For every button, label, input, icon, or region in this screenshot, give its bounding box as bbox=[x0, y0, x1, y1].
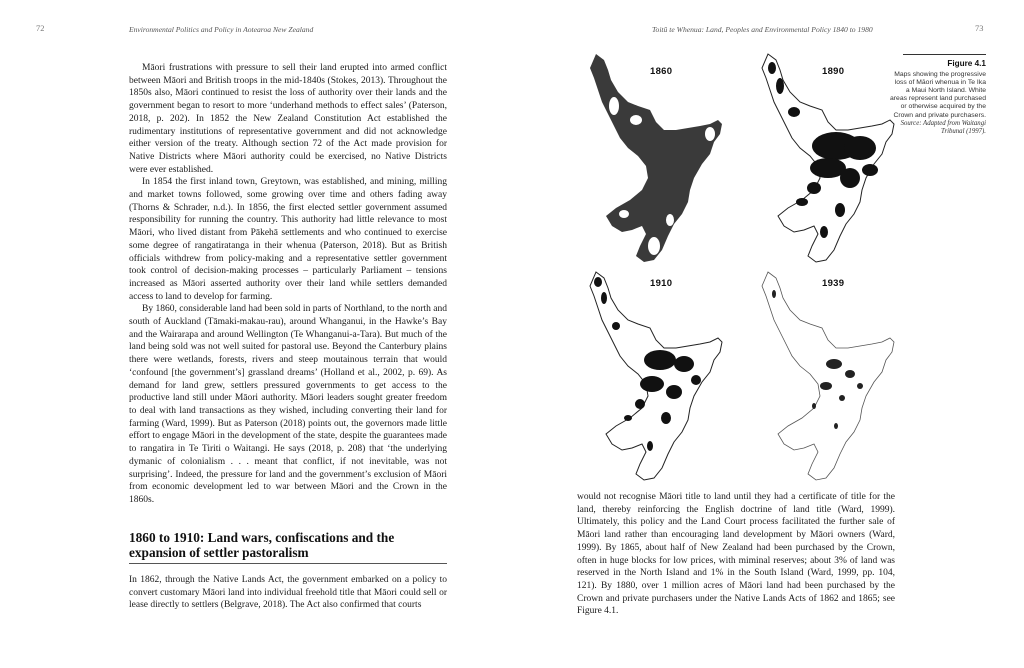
figure-caption-rule bbox=[903, 54, 986, 55]
paragraph: would not recognise Māori title to land until they had a certificate of title for the land, thereby reinforcing the English doctrine of land title (Ward, 1999). Ultimately, this policy and the Land Court process facilitated the further sale of Māori land rather than encouraging land development by Māori owners (Ward, 1999). By 1865, about half of New Zealand had been purchased by the Crown, often in huge blocks for low prices, with miminal reserves; about 3% of land was reserved in the North Island and 1% in the South Island (Ward, 1999, pp. 104, 121). By 1880, over 1 million acres of Māori land had been purchased by the Crown and private purchasers under the Native Lands Acts of 1862 and 1865; see Figure 4.1. bbox=[577, 492, 895, 617]
left-body-text bbox=[129, 62, 447, 507]
figure-caption bbox=[890, 60, 986, 136]
left-page-number: 72 bbox=[36, 24, 45, 33]
section-heading: 1860 to 1910: Land wars, confiscations and the expansion of settler pastoralism bbox=[129, 530, 395, 560]
map-year-label: 1910 bbox=[650, 278, 673, 289]
paragraph: In 1862, through the Native Lands Act, the government embarked on a policy to convert customary Māori land into individual freehold title that Māori could sell or lease directly to settlers (Belgrave, 2018). The Act also confirmed that courts bbox=[129, 575, 447, 611]
map-1890 bbox=[750, 50, 900, 266]
map-1860 bbox=[578, 50, 728, 266]
north-island-map-1890 bbox=[750, 50, 900, 266]
paragraph: Māori frustrations with pressure to sell their land erupted into armed conflict between Māori and British troops in the mid-1840s (Stokes, 2013). Throughout the 1850s also, Māori continued to resist the loss of authority over their lands and the government began to resort to more ‘underhand methods to effect sales’ (Paterson, 2018, p. 202). In 1852 the New Zealand Constitution Act established the rudimentary institutions of representative government and did not acknowledge either version of the treaty. Although section 72 of the Act made provision for Native Districts where Māori authority could be exercised, no Native Districts were ever established. bbox=[129, 63, 447, 175]
section-body-text bbox=[129, 574, 447, 612]
map-1939 bbox=[750, 268, 900, 484]
map-year-label: 1860 bbox=[650, 66, 673, 77]
right-page-number: 73 bbox=[975, 24, 984, 33]
north-island-map-1910 bbox=[578, 268, 728, 484]
paragraph: In 1854 the first inland town, Greytown, was established, and mining, milling and market towns followed, some growing over time and others fading away (Thorns & Schrader, n.d.). In 1856, the first elected settler government assumed responsibility for running the country. This authority had little relevance to most Māori, who lived distant from Pākehā settlements and who continued to exercise some degree of rangatiratanga in their whenua (Paterson, 2018). But as British officials withdrew from policy-making and a representative settler government took control of decision-making processes – particularly Parliament – tensions increased as Māori asserted authority over their land while settlers demanded access to land to develop for farming. bbox=[129, 177, 447, 302]
section-divider bbox=[129, 563, 447, 564]
map-year-label: 1890 bbox=[822, 66, 845, 77]
north-island-map-1939 bbox=[750, 268, 900, 484]
paragraph: By 1860, considerable land had been sold in parts of Northland, to the north and south of Auckland (Tāmaki-makau-rau), around Whanganui, in the Hawke’s Bay and the Wairarapa and around Wellington (Te Whanganui-a-Tara). But much of the land being sold was not well suited for pastoral use. Beyond the Canterbury plains there were wetlands, forests, rivers and steep moutainous terrain that would ‘confound [the government’s] grassland dreams’ (Holland et al., 2002, p. 69). As demand for land grew, settlers pressured governments to get access to the productive land still under Māori authority. Māori leaders sought greater freedom to deal with land transactions as they wished, including converting their land for farming (Ward, 1999). But as Paterson (2018) points out, the governors made little effort to engage Māori in the development of the state, despite the guarantees made to rangatira in Te Tiriti o Waitangi. He says (2018, p. 208) that ‘the underlying dymanic of colonialism . . . meant that conflict, if not inevitable, was not surprising’. Indeed, the pressure for land and the government’s exclusion of Māori from economic development led to war between Māori and the Crown in the 1860s. bbox=[129, 304, 447, 505]
left-running-head: Environmental Politics and Policy in Aotearoa New Zealand bbox=[129, 25, 314, 34]
north-island-map-1860 bbox=[578, 50, 728, 266]
map-year-label: 1939 bbox=[822, 278, 845, 289]
map-1910 bbox=[578, 268, 728, 484]
right-body-text bbox=[577, 491, 895, 618]
right-running-head: Toitū te Whenua: Land, Peoples and Environmental Policy 1840 to 1980 bbox=[652, 25, 873, 34]
figure-title: Figure 4.1 bbox=[947, 59, 986, 68]
figure-caption-text: Maps showing the progressive loss of Māori whenua in Te Ika a Maui North Island. White areas represent land purchased or otherwise acquired by the Crown and private purchasers. bbox=[890, 71, 986, 119]
figure-source: Source: Adapted from Waitangi Tribunal (1997). bbox=[900, 119, 986, 135]
